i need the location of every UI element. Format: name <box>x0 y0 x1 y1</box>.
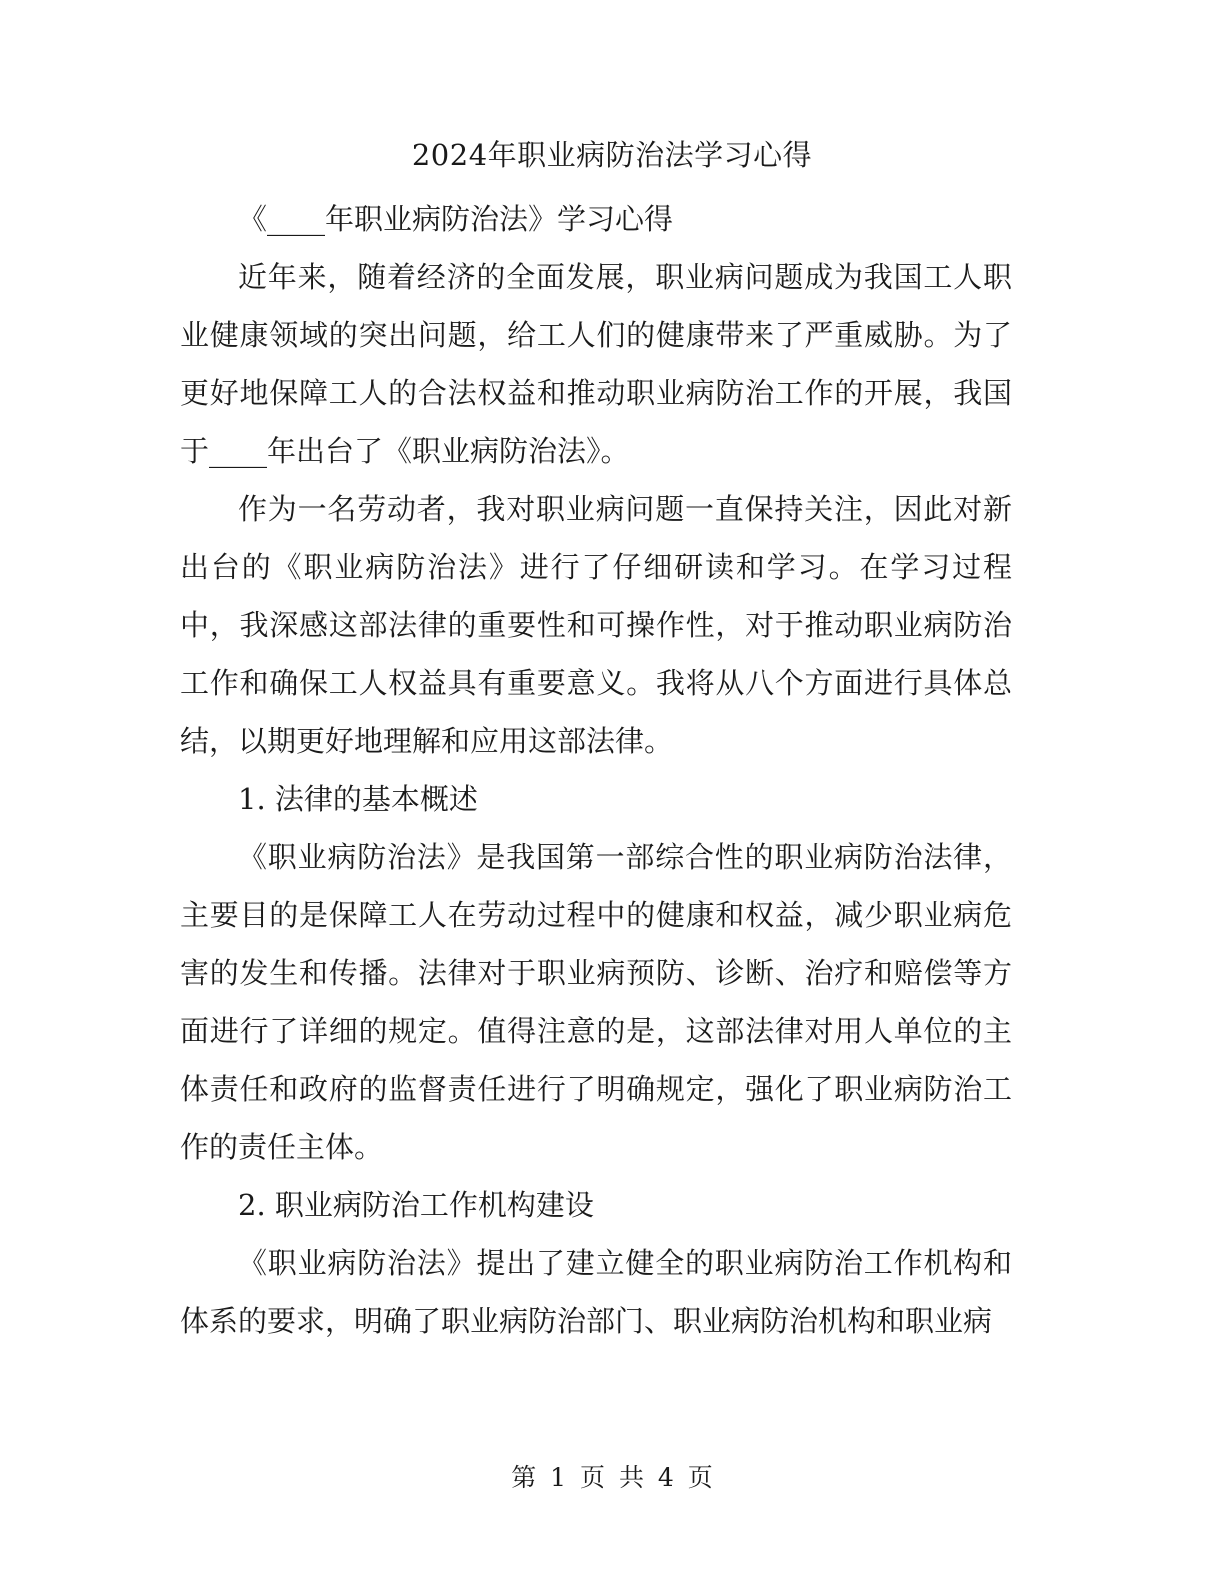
section-2-paragraph: 《职业病防治法》提出了建立健全的职业病防治工作机构和体系的要求，明确了职业病防治部门、职业病防治机构和职业病 <box>180 1246 1012 1338</box>
section-heading-2: 2. 职业病防治工作机构建设 <box>238 1188 594 1222</box>
subtitle-paragraph: 《____年职业病防治法》学习心得 <box>238 202 674 236</box>
intro-paragraph: 近年来，随着经济的全面发展，职业病问题成为我国工人职业健康领域的突出问题，给工人们的健康带来了严重威胁。为了更好地保障工人的合法权益和推动职业病防治工作的开展，我国于____年出台了《职业病防治法》。 <box>180 260 1012 468</box>
page-footer: 第 1 页 共 4 页 <box>511 1463 713 1492</box>
document-title: 2024年职业病防治法学习心得 <box>411 138 813 172</box>
section-1-paragraph: 《职业病防治法》是我国第一部综合性的职业病防治法律，主要目的是保障工人在劳动过程中的健康和权益，减少职业病危害的发生和传播。法律对于职业病预防、诊断、治疗和赔偿等方面进行了详细的规定。值得注意的是，这部法律对用人单位的主体责任和政府的监督责任进行了明确规定，强化了职业病防治工作的责任主体。 <box>180 840 1012 1164</box>
section-heading-1: 1. 法律的基本概述 <box>238 782 478 816</box>
study-paragraph: 作为一名劳动者，我对职业病问题一直保持关注，因此对新出台的《职业病防治法》进行了仔细研读和学习。在学习过程中，我深感这部法律的重要性和可操作性，对于推动职业病防治工作和确保工人权益具有重要意义。我将从八个方面进行具体总结，以期更好地理解和应用这部法律。 <box>180 492 1012 758</box>
document-body <box>180 190 1012 1350</box>
